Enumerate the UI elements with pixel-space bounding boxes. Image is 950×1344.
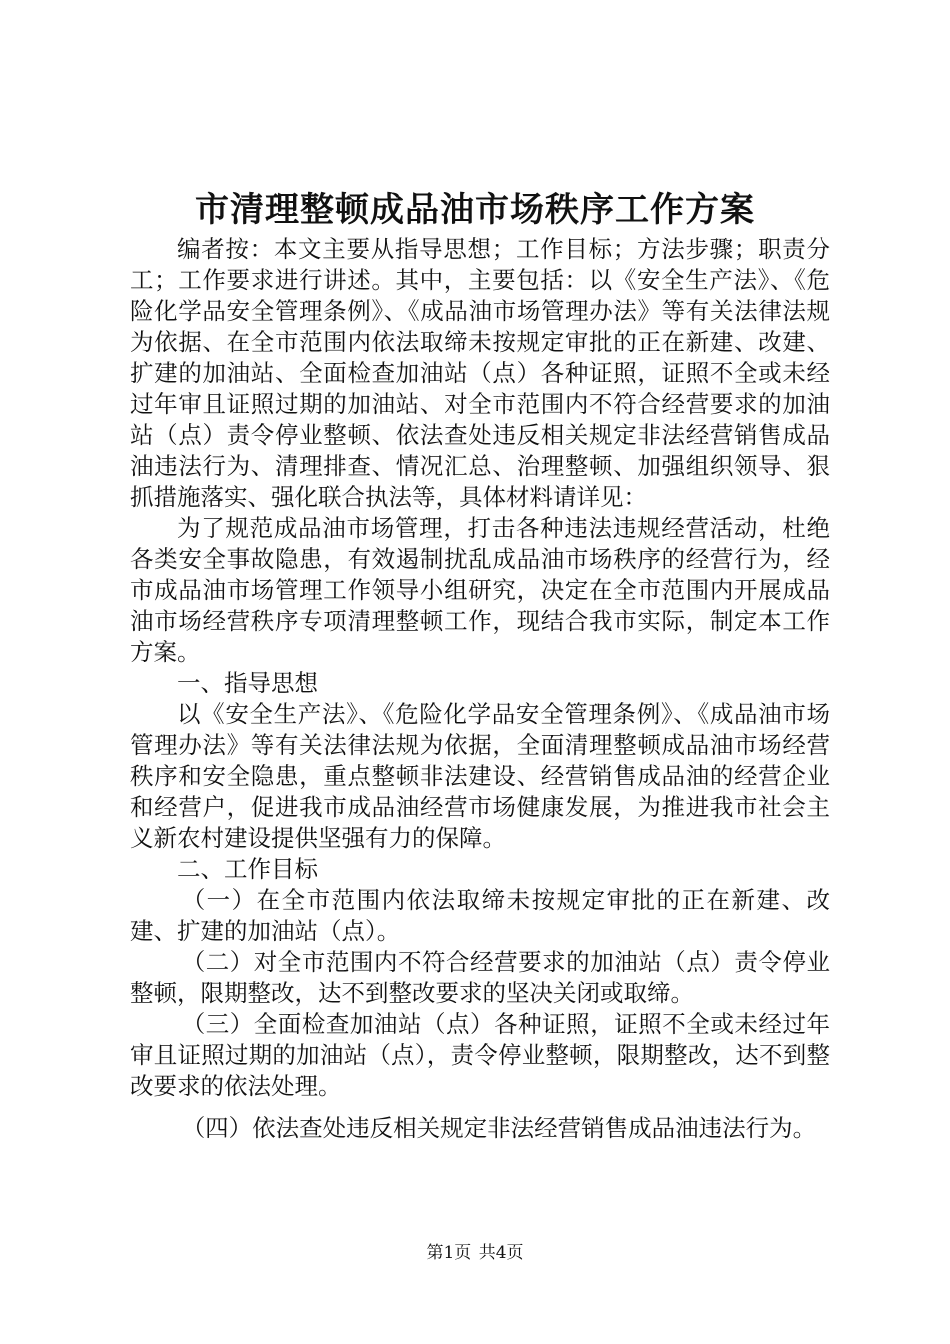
work-goal-item: （三）全面检查加油站（点）各种证照，证照不全或未经过年审且证照过期的加油站（点），责令停业整顿，限期整改，达不到整改要求的依法处理。: [130, 1010, 830, 1100]
page-number-footer: 第1页 共4页: [426, 1243, 524, 1263]
section-heading-guiding-thought: 一、指导思想: [177, 669, 318, 697]
editor-note-paragraph: 编者按：本文主要从指导思想；工作目标；方法步骤；职责分工；工作要求进行讲述。其中，主要包括：以《安全生产法》、《危险化学品安全管理条例》、《成品油市场管理办法》等有关法律法规为依据、在全市范围内依法取缔未按规定审批的正在新建、改建、扩建的加油站、全面检查加油站（点）各种证照，证照不全或未经过年审且证照过期的加油站、对全市范围内不符合经营要求的加油站（点）责令停业整顿、依法查处违反相关规定非法经营销售成品油违法行为、清理排查、情况汇总、治理整顿、加强组织领导、狠抓措施落实、强化联合执法等，具体材料请详见：: [130, 235, 830, 511]
document-body: [130, 234, 830, 1144]
section-heading-work-goals: 二、工作目标: [177, 855, 318, 883]
work-goal-item: （一）在全市范围内依法取缔未按规定审批的正在新建、改建、扩建的加油站（点）。: [130, 886, 830, 945]
work-goal-item: （四）依法查处违反相关规定非法经营销售成品油违法行为。: [181, 1114, 817, 1142]
guiding-thought-paragraph: 以《安全生产法》、《危险化学品安全管理条例》、《成品油市场管理办法》等有关法律法规为依据，全面清理整顿成品油市场经营秩序和安全隐患，重点整顿非法建设、经营销售成品油的经营企业和经营户，促进我市成品油经营市场健康发展，为推进我市社会主义新农村建设提供坚强有力的保障。: [130, 700, 830, 852]
intro-paragraph: 为了规范成品油市场管理，打击各种违法违规经营活动，杜绝各类安全事故隐患，有效遏制扰乱成品油市场秩序的经营行为，经市成品油市场管理工作领导小组研究，决定在全市范围内开展成品油市场经营秩序专项清理整顿工作，现结合我市实际，制定本工作方案。: [130, 514, 830, 666]
document-title: 市清理整顿成品油市场秩序工作方案: [195, 190, 755, 230]
work-goal-item: （二）对全市范围内不符合经营要求的加油站（点）责令停业整顿，限期整改，达不到整改要求的坚决关闭或取缔。: [130, 948, 830, 1007]
